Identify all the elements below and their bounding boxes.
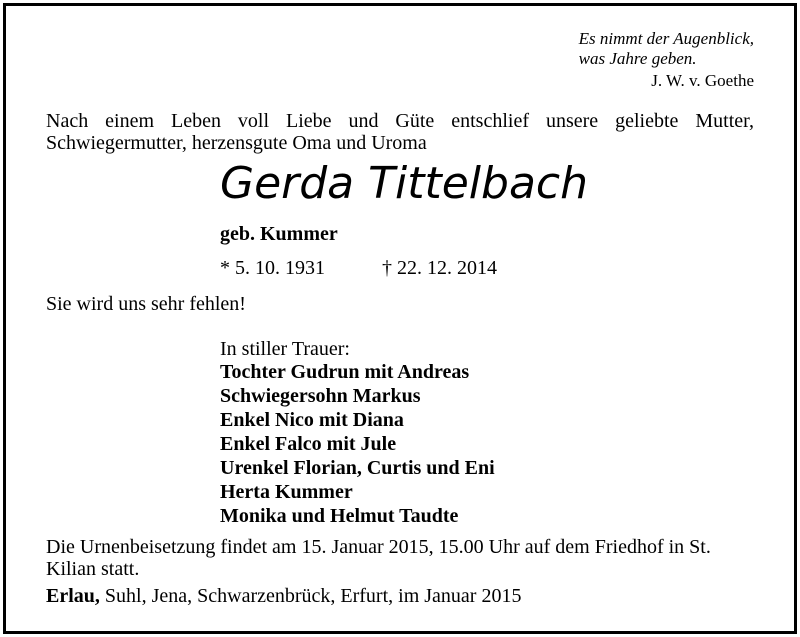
intro-text: Nach einem Leben voll Liebe und Güte entschlief unsere geliebte Mutter, Schwiegermutter, herzensgute Oma und Uroma <box>46 110 754 154</box>
life-dates <box>220 256 497 280</box>
quote-line-1: Es nimmt der Augenblick, <box>578 29 754 48</box>
mourner-item: Enkel Falco mit Jule <box>220 433 397 455</box>
mourner-item: Urenkel Florian, Curtis und Eni <box>220 457 495 479</box>
birth-date: * 5. 10. 1931 <box>220 257 325 279</box>
mourner-item: Tochter Gudrun mit Andreas <box>220 361 470 383</box>
quote-author: J. W. v. Goethe <box>651 71 754 90</box>
quote-line-2: was Jahre geben. <box>578 49 697 68</box>
mourners-list <box>220 360 495 528</box>
closing-place-bold: Erlau, <box>46 585 100 607</box>
closing-places-rest: Suhl, Jena, Schwarzenbrück, Erfurt, im Januar 2015 <box>99 585 522 607</box>
death-date: † 22. 12. 2014 <box>382 257 497 279</box>
missed-text: Sie wird uns sehr fehlen! <box>46 293 246 315</box>
closing-places <box>46 584 521 608</box>
birth-name: geb. Kummer <box>220 223 338 245</box>
mourning-label: In stiller Trauer: <box>220 338 350 360</box>
deceased-name: Gerda Tittelbach <box>220 158 589 209</box>
mourner-item: Schwiegersohn Markus <box>220 385 421 407</box>
mourner-item: Enkel Nico mit Diana <box>220 409 404 431</box>
mourner-item: Herta Kummer <box>220 481 353 503</box>
mourner-item: Monika und Helmut Taudte <box>220 505 459 527</box>
funeral-info: Die Urnenbeisetzung findet am 15. Januar 2015, 15.00 Uhr auf dem Friedhof in St. Kilian statt. <box>46 536 711 580</box>
goethe-quote <box>579 29 754 69</box>
